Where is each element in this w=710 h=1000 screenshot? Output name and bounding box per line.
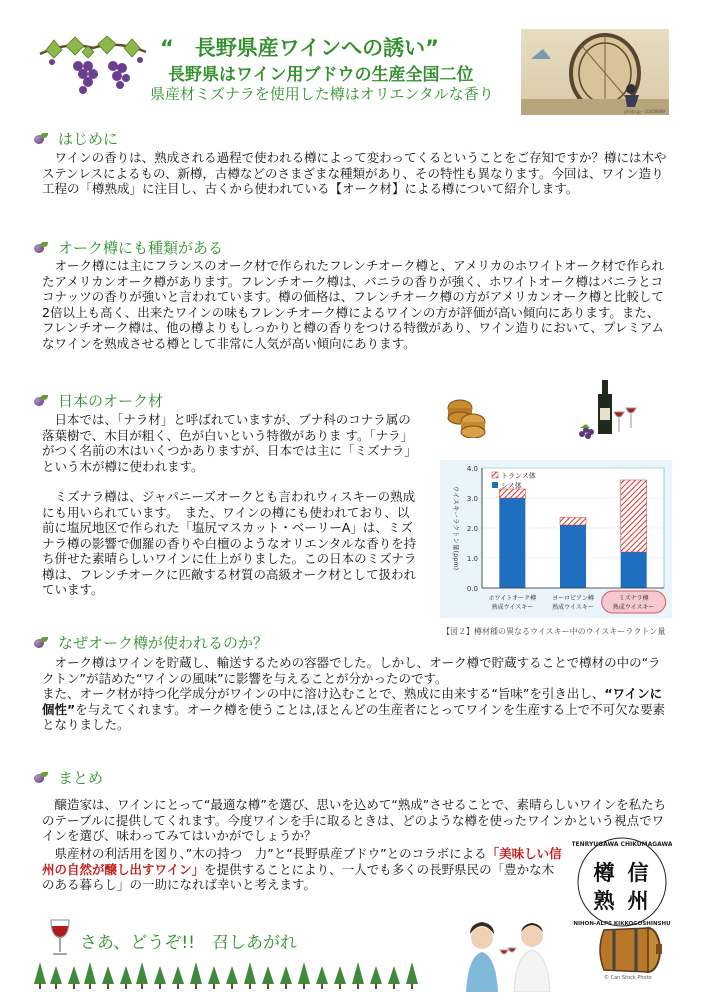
tree-icon (388, 966, 400, 989)
chart-x-tick-label: ホワイトオーク樽 (488, 595, 537, 602)
oak-types-heading: オーク樽にも種類がある (58, 239, 224, 257)
tree-icon (262, 966, 274, 989)
tree-icon (84, 962, 96, 989)
grape-bullet-icon (34, 242, 48, 254)
tree-icon (244, 962, 256, 989)
intro-heading: はじめに (58, 130, 119, 148)
svg-text:NIHON-ALPS KIKKOGOSHINSHU: NIHON-ALPS KIKKOGOSHINSHU (573, 921, 671, 927)
oak-types-paragraph (42, 258, 668, 351)
japan-oak-body-1: 日本では、「ナラ材」と呼ばれていますが、ブナ科のコナラ属の落葉樹で、木目が粗く、色が白いという特徴がありま す。「ナラ」がつく名前の木はいくつかありますが、日本では主に「ミズナラ」という木が樽に使われます。 (42, 412, 417, 474)
photo-credit: photo.jp - 10458689 (624, 109, 665, 114)
page-tagline: 県産材ミズナラを使用した樽はオリエンタルな香り (150, 85, 494, 103)
why-oak-body-2-bold: “ワインに個性” (42, 686, 663, 717)
chart-legend-label-trans: トランス体 (501, 472, 536, 480)
chart-bar-trans (499, 489, 525, 498)
barrel-print-image (521, 29, 669, 115)
tree-icon (120, 966, 132, 989)
stamp-kanji-1: 樽 (593, 861, 615, 885)
grape-bullet-icon (34, 133, 48, 145)
page-title: “ 長野県産ワインへの誘い” (160, 36, 439, 60)
grape-bullet-icon (34, 772, 48, 784)
tree-icon (50, 966, 62, 989)
section-heading-japan-oak (34, 390, 163, 411)
chart-bar-trans (560, 518, 586, 526)
small-barrels-icon (446, 394, 488, 438)
chart-x-tick-label: ミズナラ樽 (618, 595, 649, 602)
section-heading-why-oak (34, 632, 268, 653)
summary-body-2b: を提供することにより、一人でも多くの長野県民の「豊かな木のある暮らし」の一助になれば幸いと考えます。 (42, 861, 555, 892)
chart-y-axis-label: ウイスキーラクトン量(ppm) (452, 485, 460, 571)
section-heading-summary (34, 767, 103, 788)
footer-cheers-text: さあ、どうぞ!! 召しあがれ (80, 933, 297, 953)
tree-icon (172, 966, 184, 989)
footer-photo-credit: © Can Stock Photo (604, 975, 652, 981)
tree-icon (190, 962, 202, 989)
why-oak-body-2a: また、オーク材が持つ化学成分がワインの中に溶け込むことで、熟成に由来する“旨味”を引き出し、 (42, 686, 605, 701)
chart-x-tick-label: 熟成ウイスキー (491, 604, 534, 611)
tree-icon (102, 966, 114, 989)
why-oak-body-1: オーク樽はワインを貯蔵し、輸送するための容器でした。しかし、オーク樽で貯蔵することで樽材の中の“ラクトン”が詰めた“ワインの風味”に影響を与えることが分かったのです。 (42, 655, 661, 686)
japan-oak-paragraph (42, 412, 418, 598)
intro-body: ワインの香りは、熟成される過程で使われる樽によって変わってくるということをご存知ですか？樽には木やステンレスによるもの、新樽，古樽などのさまざまな種類があり、その特性も異なります。今回は、ワイン造り工程の「樽熟成」に注目し、古くから使われている【オーク材】による樽について紹介します。 (42, 150, 667, 196)
chart-bar-cis (621, 552, 647, 588)
chart-bar-cis (560, 525, 586, 588)
chart-y-tick-label: 3.0 (466, 495, 478, 503)
chart-bar-trans (621, 480, 647, 552)
chart-y-tick-label: 2.0 (466, 525, 478, 533)
chart-caption: 【図２】樽材種の異なるウイスキー中のウイスキーラクトン量 (442, 627, 666, 636)
tree-icon (136, 962, 148, 989)
tree-icon (298, 962, 310, 989)
chart-y-tick-label: 1.0 (466, 555, 478, 563)
tree-icon (68, 966, 80, 989)
tree-icon (316, 966, 328, 989)
tree-icon (154, 966, 166, 989)
chart-x-tick-label: 熟成ウイスキー (552, 604, 594, 611)
wine-bottle-glasses-icon (578, 378, 644, 442)
stamp-kanji-2: 信 (627, 861, 649, 885)
tree-icon (208, 966, 220, 989)
oak-types-body: オーク樽には主にフランスのオーク材で作られたフレンチオーク樽と、アメリカのホワイトオーク材で作られたアメリカンオーク樽があります。フレンチオーク樽は、バニラの香りが強く、ホワイトオーク樽はバニラとココナッツの香りが強いと言われています。樽の価格は、フレンチオーク樽の方がアメリカンオーク樽と比較して2倍以上も高く、出来たワインの味もフレンチオーク樽によるワインの方が評価が高い傾向にあります。また、フレンチオーク樽は、他の樽よりもしっかりと樽の香りをつける特徴があり、ワイン造りにおいて、プレミアムなワインを熟成させる樽として非常に人気が高い傾向にあります。 (42, 258, 664, 351)
svg-text:TENRYUGAWA CHIKUMAGAWA: TENRYUGAWA CHIKUMAGAWA (572, 841, 672, 848)
summary-body-2a: 県産材の利活用を図り、”木の持つ 力”と“長野県産ブドウ”とのコラボによる (42, 846, 487, 861)
why-oak-heading: なぜオーク樽が使われるのか？ (58, 634, 269, 652)
couple-toasting-photo (452, 916, 572, 992)
japan-oak-body-2: ミズナラ樽は、ジャパニーズオークとも言われウィスキーの熟成にも用いられています。 また、ワインの樽にも使われており、以前に塩尻地区で作られた「塩尻マスカット・ベーリーA」は、ミズナラ樽の影響で伽羅の香りや白檀のようなオリエンタルな香りを持ち併せた素晴らしいワインに仕上がりました。この日本のミズナラ樽は、フレンチオークに匹敵する材質の高級オーク材として扱われています。 (42, 489, 417, 597)
grapes-illustration-icon (38, 36, 148, 98)
chart-bar-cis (499, 498, 525, 588)
lactone-chart-svg (440, 460, 672, 618)
chart-legend-swatch-cis (492, 482, 498, 488)
tree-icon (370, 966, 382, 989)
chart-legend-swatch-trans (492, 472, 498, 478)
section-heading-oak-types (34, 237, 223, 258)
summary-body-2-red: 「美味しい信州の自然が醸し出すワイン」 (42, 846, 562, 877)
section-heading-intro (34, 128, 118, 149)
summary-heading: まとめ (58, 769, 104, 787)
summary-paragraph-2 (42, 846, 562, 893)
tree-icon (334, 966, 346, 989)
tree-icon (226, 966, 238, 989)
japan-oak-heading: 日本のオーク材 (58, 392, 164, 410)
chart-x-tick-label: 熟成ウイスキー (612, 604, 655, 611)
tree-icon (280, 966, 292, 989)
chart-y-tick-label: 4.0 (466, 465, 478, 473)
shinshu-barrel-stamp-logo (572, 836, 672, 928)
why-oak-paragraph (42, 655, 672, 733)
grape-bullet-icon (34, 395, 48, 407)
stamp-kanji-4: 州 (627, 889, 649, 913)
lactone-chart (440, 460, 672, 618)
intro-paragraph (42, 150, 668, 197)
wine-barrel-icon (596, 924, 664, 976)
wine-glass-icon (48, 918, 72, 958)
tree-icon (34, 962, 46, 989)
chart-legend-label-cis: シス体 (501, 482, 522, 490)
chart-y-tick-label: 0.0 (466, 585, 478, 593)
stamp-kanji-3: 熟 (593, 889, 615, 913)
page-subtitle: 長野県はワイン用ブドウの生産全国二位 (168, 65, 474, 85)
summary-body-1: 醸造家は、ワインにとって“最適な樽”を選び、思いを込めて“熟成”させることで、素晴らしいワインを私たちのテーブルに提供してくれます。今度ワインを手に取るときは、どのような樽を使ったワインかという視点でワインを選び、味わってみてはいかがでしょうか？ (42, 797, 667, 843)
tree-row-decoration (30, 956, 430, 990)
tree-icon (352, 962, 364, 989)
tree-icon (406, 962, 418, 989)
grape-bullet-icon (34, 637, 48, 649)
chart-x-tick-label: ヨーロピアン樽 (552, 595, 594, 602)
why-oak-body-2b: を与えてくれます。オーク樽を使うことは,ほとんどの生産者にとってワインを生産する上で不可欠な要素となりました。 (42, 701, 666, 732)
